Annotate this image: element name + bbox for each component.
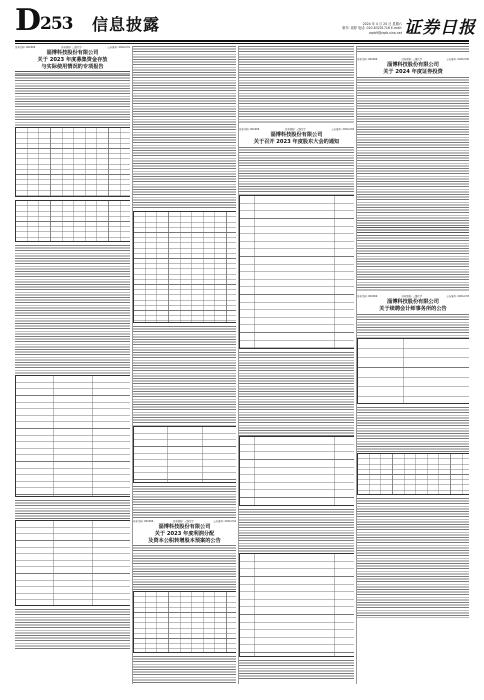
stock-code-line: 证券代码: 002469 证券简称: 三维化学 公告编号: 2024-034 [133,520,236,523]
body-text [15,245,130,375]
data-table [15,375,130,497]
article-header [357,295,469,313]
body-text [357,77,469,227]
headline-line: 关于 2023 年度募集资金存放 [37,57,108,64]
body-text [133,545,236,591]
data-table [357,453,469,495]
headline-line: 关于续聘会计师事务所的公告 [379,306,447,313]
body-text [239,352,354,436]
data-table [15,200,130,242]
column-1 [15,46,130,684]
data-table [15,520,130,606]
page-number-digits: 253 [40,14,73,34]
body-text [133,326,236,426]
body-text [15,609,130,649]
company-name: 淄博科技股份有限公司 [158,524,211,530]
article-header [133,520,236,544]
data-table [357,338,469,404]
page-number [15,3,73,40]
body-text [239,509,354,553]
masthead-rule-thin [15,43,469,44]
data-table [133,591,236,653]
body-text [239,660,354,680]
company-name: 淄博科技股份有限公司 [387,62,439,68]
data-table [133,211,236,323]
column-4 [357,46,469,684]
column-divider [132,46,133,684]
data-table [133,426,236,483]
column-divider [238,46,239,684]
body-text [15,500,130,520]
masthead-rule [15,40,469,42]
masthead [0,0,484,44]
body-text [357,498,469,618]
company-name: 淄博科技股份有限公司 [270,132,323,138]
body-text [239,46,354,124]
company-name: 淄博科技股份有限公司 [387,298,439,305]
column-2 [133,46,236,684]
headline-line: 关于召开 2023 年度股东大会的通知 [253,139,340,146]
article-header [357,58,469,76]
body-text [133,486,236,518]
article-header [15,46,130,70]
issue-date: 2024 年 4 月 20 日 星期六 [362,22,402,26]
stock-code-line: 证券代码: 002469 证券简称: 三维化学 公告编号: 2024-030 [357,58,469,61]
body-text [357,235,469,291]
headline-line: 关于 2024 年度证券投资 [383,69,443,76]
company-name: 淄博科技股份有限公司 [46,50,99,56]
data-table [15,127,130,197]
body-text [357,314,469,338]
headline-line: 与实际使用情况的专项报告 [41,63,104,70]
body-text [133,46,236,208]
proposal-table [239,436,354,506]
proposal-table [239,195,354,349]
stock-code-line: 证券代码: 002469 证券简称: 三维化学 公告编号: 2024-033 [357,294,469,298]
body-text [357,407,469,453]
newspaper-logo: 证券日报 [404,18,476,38]
proxy-voting-table [239,553,354,657]
stock-code-line: 证券代码: 002469 证券简称: 三维化学 公告编号: 2024-031 [15,46,130,49]
section-title: 信息披露 [92,15,161,34]
headline-line: 及资本公积转增股本预案的公告 [148,537,221,544]
body-text [357,46,469,54]
column-divider [356,46,357,684]
stock-code-line: 证券代码: 002469 证券简称: 三维化学 公告编号: 2024-032 [239,128,354,131]
editor-contact: 制作: 周婷 电话: 010-83251716 E-mail: zqrb9@zqrb.sina.net [342,26,402,35]
article-header [239,128,354,146]
body-text [239,147,354,195]
issue-meta [310,22,402,35]
page-letter: D [15,3,41,38]
body-text [15,75,130,127]
body-text [133,656,236,684]
headline-line: 关于 2023 年度利润分配 [154,531,215,538]
column-3 [239,46,354,684]
notice-statement [357,227,469,235]
